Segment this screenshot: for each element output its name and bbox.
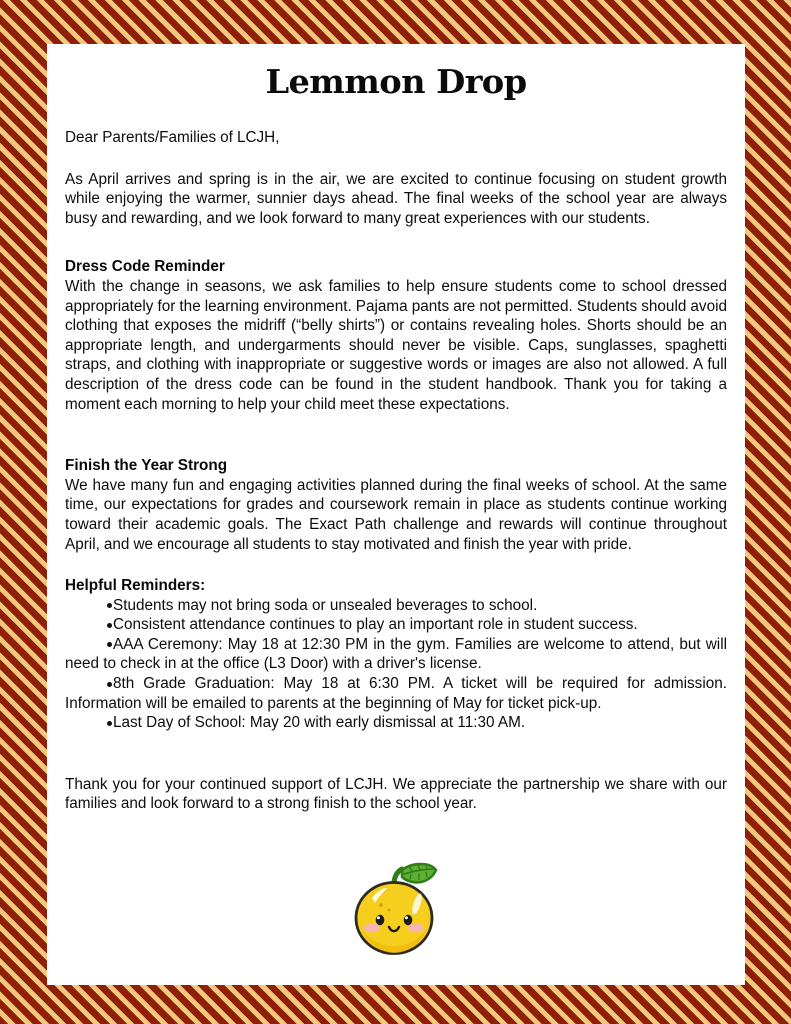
lemon-pore-icon — [388, 909, 391, 912]
list-item — [65, 713, 727, 733]
bullet-icon — [107, 603, 112, 608]
lemon-eye-glint-left-icon — [377, 916, 380, 919]
lemon-body-icon — [356, 883, 432, 954]
section-heading-finish-year-strong: Finish the Year Strong — [65, 457, 228, 475]
list-item — [65, 674, 727, 713]
section-body-dress-code: With the change in seasons, we ask families to help ensure students come to school dressed appropriately for the learning environment. Pajama pants are not permitted. Students should avoid clothing that exposes the midriff (“belly shirts”) or contains revealing holes. Shorts should be an appropriate length, and undergarments should never be visible. Caps, sunglasses, spaghetti straps, and clothing with inappropriate or suggestive words or images are also not allowed. A full description of the dress code can be found in the student handbook. Thank you for taking a moment each morning to help your child meet these expectations. — [65, 277, 727, 413]
list-item — [65, 635, 727, 674]
spacer — [65, 228, 727, 257]
salutation-text: Dear Parents/Families of LCJH, — [65, 129, 280, 146]
lemon-face-icon — [350, 860, 442, 956]
helpful-reminders-list — [65, 596, 727, 733]
lemon-blush-left-icon — [364, 924, 380, 933]
spacer — [65, 414, 727, 456]
page-title: Lemmon Drop — [265, 62, 527, 101]
bullet-icon — [107, 721, 112, 726]
lemon-eye-left-icon — [376, 915, 385, 925]
bullet-icon — [107, 682, 112, 687]
masthead — [65, 44, 727, 107]
list-item-text: Last Day of School: May 20 with early dismissal at 11:30 AM. — [113, 714, 526, 732]
list-item-text: 8th Grade Graduation: May 18 at 6:30 PM. A ticket will be required for admission. Information will be emailed to parents at the beginning of May for ticket pick-up. — [65, 675, 727, 712]
newsletter-content-area — [65, 44, 727, 985]
intro-paragraph: As April arrives and spring is in the air, we are excited to continue focusing on student growth while enjoying the warmer, sunnier days ahead. The final weeks of the school year are always busy and rewarding, and we look forward to many great experiences with our students. — [65, 170, 727, 227]
list-item-text: Students may not bring soda or unsealed beverages to school. — [113, 596, 538, 614]
lemon-eye-right-icon — [404, 915, 413, 925]
section-body-finish-year-strong: We have many fun and engaging activities planned during the final weeks of school. At the same time, our expectations for grades and coursework remain in place as students continue working toward their academic goals. The Exact Path challenge and rewards will continue throughout April, and we encourage all students to stay motivated and finish the year with pride. — [65, 476, 727, 553]
bullet-icon — [107, 642, 112, 647]
lemon-blush-right-icon — [408, 924, 424, 933]
section-heading-helpful-reminders: Helpful Reminders: — [65, 577, 206, 595]
bullet-icon — [107, 623, 112, 628]
list-item — [65, 596, 727, 616]
list-item — [65, 615, 727, 635]
list-item-text: AAA Ceremony: May 18 at 12:30 PM in the gym. Families are welcome to attend, but will need to check in at the office (L3 Door) with a driver's license. — [65, 635, 727, 673]
spacer — [65, 554, 727, 576]
spacer — [65, 148, 727, 170]
newsletter-sheet — [47, 44, 745, 985]
newsletter-body — [65, 107, 727, 814]
list-item-text: Consistent attendance continues to play an important role in student success. — [113, 616, 638, 634]
closing-paragraph: Thank you for your continued support of LCJH. We appreciate the partnership we share with our families and look forward to a strong finish to the school year. — [65, 775, 727, 813]
mascot-container — [65, 814, 727, 961]
spacer — [65, 733, 727, 775]
lemon-eye-glint-right-icon — [405, 916, 408, 919]
lemon-pore-icon — [379, 903, 383, 907]
section-heading-dress-code: Dress Code Reminder — [65, 258, 225, 276]
